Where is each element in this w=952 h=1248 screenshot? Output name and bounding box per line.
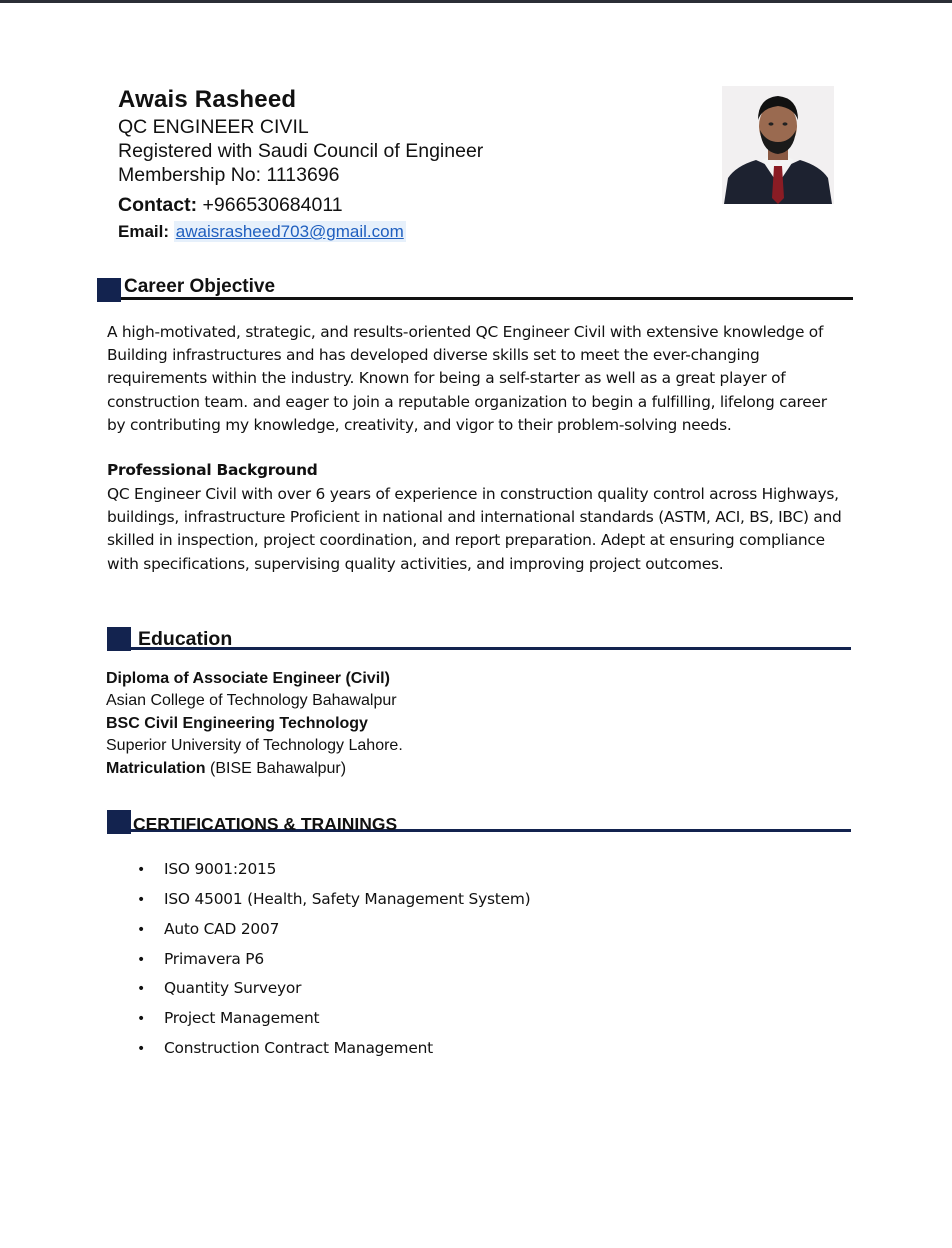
list-item: [137, 950, 264, 968]
certifications-marker: [107, 810, 131, 834]
contact-line: [118, 194, 343, 217]
bullet-icon: •: [137, 981, 146, 997]
professional-background-heading: Professional Background: [107, 461, 318, 479]
education-matric-line: [106, 760, 346, 778]
certification-label: ISO 45001 (Health, Safety Management System): [164, 890, 531, 908]
bullet-icon: •: [137, 1011, 146, 1027]
certifications-heading: CERTIFICATIONS & TRAININGS: [133, 814, 398, 834]
bullet-icon: •: [137, 862, 146, 878]
list-item: [137, 860, 276, 878]
career-objective-text: A high-motivated, strategic, and results-oriented QC Engineer Civil with extensive knowledge of Building infrastructures and has developed diverse skills set to meet the ever-changing requirements within the industry. Known for being a self-starter as well as a great player of construction team. and eager to join a reputable organization to begin a fulfilling, lifelong career by contributing my knowledge, creativity, and vigor to their problem-solving needs.: [107, 323, 827, 434]
candidate-name: Awais Rasheed: [118, 86, 297, 113]
email-line: [118, 222, 406, 242]
professional-background-text: QC Engineer Civil with over 6 years of experience in construction quality control across Highways, buildings, infrastructure Proficient in national and international standards (ASTM, ACI, BS, IBC) and skilled in inspection, project coordination, and report preparation. Adept at ensuring compliance with specifications, supervising quality activities, and improving project outcomes.: [107, 485, 842, 573]
certification-label: Primavera P6: [164, 950, 264, 968]
email-label: Email:: [118, 222, 170, 241]
education-rule: [131, 647, 851, 650]
profile-photo-icon: [722, 86, 834, 204]
list-item: [137, 920, 279, 938]
education-bsc-school: Superior University of Technology Lahore.: [106, 737, 403, 754]
list-item: [137, 1039, 433, 1057]
certification-label: Project Management: [164, 1009, 320, 1027]
job-title: QC ENGINEER CIVIL: [118, 116, 309, 138]
education-matric: Matriculation: [106, 760, 206, 777]
membership-line: Membership No: 1113696: [118, 164, 340, 186]
contact-label: Contact:: [118, 194, 198, 216]
education-marker: [107, 627, 131, 651]
top-border: [0, 0, 952, 3]
bullet-icon: •: [137, 1041, 146, 1057]
bullet-icon: •: [137, 922, 146, 938]
email-link[interactable]: awaisrasheed703@gmail.com: [175, 222, 404, 241]
certification-label: Auto CAD 2007: [164, 920, 280, 938]
certification-label: ISO 9001:2015: [164, 860, 277, 878]
career-objective-marker: [97, 278, 121, 302]
education-bsc: BSC Civil Engineering Technology: [106, 715, 368, 732]
contact-phone: +966530684011: [197, 194, 343, 216]
bullet-icon: •: [137, 952, 146, 968]
career-objective-heading: Career Objective: [124, 276, 276, 297]
education-matric-board: (BISE Bahawalpur): [205, 760, 347, 777]
education-diploma-school: Asian College of Technology Bahawalpur: [106, 692, 397, 709]
education-diploma: Diploma of Associate Engineer (Civil): [106, 670, 390, 687]
registration-line: Registered with Saudi Council of Engineer: [118, 140, 484, 162]
list-item: [137, 979, 301, 997]
list-item: [137, 1009, 319, 1027]
education-heading: Education: [138, 628, 233, 650]
certification-label: Quantity Surveyor: [164, 979, 302, 997]
bullet-icon: •: [137, 892, 146, 908]
certification-label: Construction Contract Management: [164, 1039, 433, 1057]
profile-photo: [722, 86, 834, 204]
list-item: [137, 890, 531, 908]
